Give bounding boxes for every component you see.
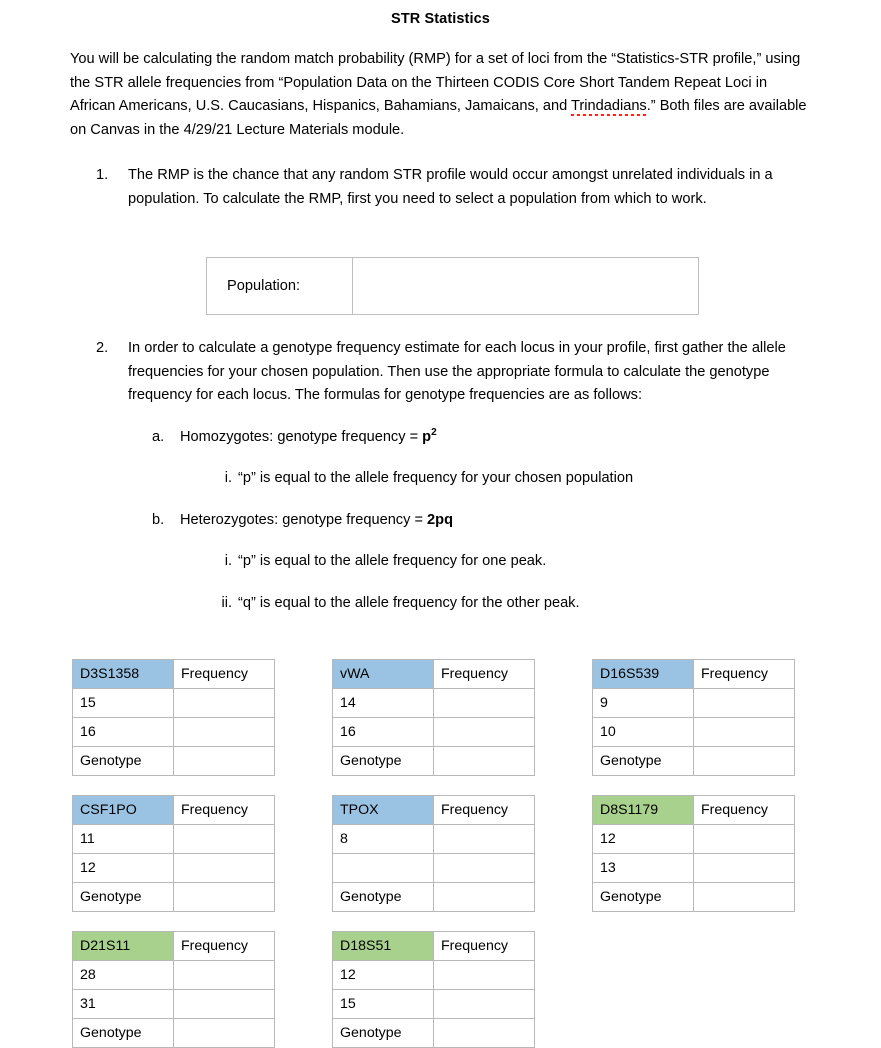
instruction-item-1 xyxy=(0,164,881,211)
table-row xyxy=(333,854,535,883)
genotype-label: Genotype xyxy=(593,747,694,776)
intro-text-before: You will be calculating the random match probability (RMP) for a set of loci from the “Statistics-STR profile,” using the STR allele frequencies from “Population Data on the Thirteen CODIS Core Short Tandem Repeat Loci in African Americans, U.S. Caucasians, Hispanics, Bahamians, Jamaicans, and xyxy=(70,51,801,114)
table-row xyxy=(593,747,795,776)
allele-value: 8 xyxy=(333,825,434,854)
locus-table-d21s11 xyxy=(72,931,275,1048)
frequency-input-cell[interactable] xyxy=(174,825,275,854)
frequency-input-cell[interactable] xyxy=(694,825,795,854)
allele-value: 15 xyxy=(333,990,434,1019)
table-row xyxy=(593,854,795,883)
list-marker: a. xyxy=(152,428,165,445)
frequency-input-cell[interactable] xyxy=(434,718,535,747)
instruction-item-2 xyxy=(0,337,881,408)
allele-value: 16 xyxy=(73,718,174,747)
instruction-text: The RMP is the chance that any random STR profile would occur amongst unrelated individuals in a population. To calculate the RMP, first you need to select a population from which to work. xyxy=(128,167,773,207)
page-title: STR Statistics xyxy=(391,11,490,27)
list-marker: b. xyxy=(152,511,165,528)
homozygote-text: Homozygotes: genotype frequency = xyxy=(180,428,423,445)
frequency-input-cell[interactable] xyxy=(174,961,275,990)
frequency-input-cell[interactable] xyxy=(434,825,535,854)
heterozygote-sub-text: “q” is equal to the allele frequency for the other peak. xyxy=(238,594,580,611)
locus-table-vwa xyxy=(332,659,535,776)
locus-table-d3s1358 xyxy=(72,659,275,776)
genotype-input-cell[interactable] xyxy=(434,883,535,912)
population-table xyxy=(206,257,699,315)
frequency-header: Frequency xyxy=(174,660,275,689)
table-row xyxy=(333,747,535,776)
genotype-label: Genotype xyxy=(73,747,174,776)
locus-name-header: D8S1179 xyxy=(593,796,694,825)
population-input-cell[interactable] xyxy=(353,258,699,315)
homozygote-formula xyxy=(422,426,437,445)
loci-row xyxy=(72,795,881,912)
allele-value: 31 xyxy=(73,990,174,1019)
table-row xyxy=(73,961,275,990)
table-row xyxy=(73,660,275,689)
table-row xyxy=(333,796,535,825)
allele-value: 12 xyxy=(333,961,434,990)
homozygote-sub-text: “p” is equal to the allele frequency for your chosen population xyxy=(238,470,634,486)
genotype-input-cell[interactable] xyxy=(694,883,795,912)
list-marker: i. xyxy=(224,470,232,486)
instruction-text: In order to calculate a genotype frequency estimate for each locus in your profile, first gather the allele frequencies for your chosen population. Then use the appropriate formula to calculate the genotype frequency for each locus. The formulas for genotype frequencies are as follows: xyxy=(128,340,786,403)
formula-item-homozygotes xyxy=(0,426,881,450)
heterozygote-formula: 2pq xyxy=(427,511,453,528)
genotype-label: Genotype xyxy=(73,883,174,912)
table-row xyxy=(333,718,535,747)
locus-name-header: CSF1PO xyxy=(73,796,174,825)
genotype-input-cell[interactable] xyxy=(174,1019,275,1048)
population-label: Population: xyxy=(207,258,353,315)
table-row xyxy=(593,825,795,854)
table-row xyxy=(593,796,795,825)
genotype-label: Genotype xyxy=(73,1019,174,1048)
genotype-input-cell[interactable] xyxy=(694,747,795,776)
frequency-header: Frequency xyxy=(694,660,795,689)
allele-value: 9 xyxy=(593,689,694,718)
table-row xyxy=(333,961,535,990)
frequency-header: Frequency xyxy=(434,932,535,961)
instruction-list-2 xyxy=(0,337,881,408)
heterozygote-text: Heterozygotes: genotype frequency = xyxy=(180,511,428,528)
table-row xyxy=(73,825,275,854)
frequency-input-cell[interactable] xyxy=(174,854,275,883)
heterozygote-sub-item-i xyxy=(0,550,881,574)
loci-tables-grid xyxy=(0,615,881,1048)
list-marker: 2. xyxy=(96,340,109,356)
formula-item-heterozygotes xyxy=(0,509,881,533)
locus-name-header: D3S1358 xyxy=(73,660,174,689)
table-row xyxy=(333,689,535,718)
table-row xyxy=(73,796,275,825)
homozygote-sub-item-i xyxy=(0,467,881,491)
frequency-input-cell[interactable] xyxy=(694,854,795,883)
table-row xyxy=(333,825,535,854)
table-row xyxy=(333,990,535,1019)
table-row xyxy=(73,747,275,776)
table-row xyxy=(73,854,275,883)
table-row xyxy=(73,990,275,1019)
table-row xyxy=(73,718,275,747)
frequency-input-cell[interactable] xyxy=(174,718,275,747)
table-row xyxy=(207,258,699,315)
table-row xyxy=(593,660,795,689)
allele-value: 15 xyxy=(73,689,174,718)
locus-name-header: D18S51 xyxy=(333,932,434,961)
heterozygote-sub-item-ii xyxy=(0,592,881,616)
allele-value: 12 xyxy=(593,825,694,854)
locus-table-tpox xyxy=(332,795,535,912)
formula-exponent: 2 xyxy=(431,426,437,438)
table-row xyxy=(333,660,535,689)
frequency-input-cell[interactable] xyxy=(694,689,795,718)
allele-value: 11 xyxy=(73,825,174,854)
table-row xyxy=(593,689,795,718)
frequency-header: Frequency xyxy=(174,796,275,825)
frequency-input-cell[interactable] xyxy=(434,689,535,718)
frequency-header: Frequency xyxy=(174,932,275,961)
frequency-input-cell[interactable] xyxy=(174,990,275,1019)
table-row xyxy=(73,883,275,912)
locus-table-d8s1179 xyxy=(592,795,795,912)
table-row xyxy=(73,1019,275,1048)
frequency-input-cell[interactable] xyxy=(434,990,535,1019)
table-row xyxy=(73,689,275,718)
locus-table-d18s51 xyxy=(332,931,535,1048)
population-table-wrapper xyxy=(0,211,881,315)
frequency-input-cell[interactable] xyxy=(174,689,275,718)
locus-table-d16s539 xyxy=(592,659,795,776)
genotype-label: Genotype xyxy=(333,747,434,776)
loci-row xyxy=(72,931,881,1048)
locus-name-header: D16S539 xyxy=(593,660,694,689)
list-marker: ii. xyxy=(221,594,232,611)
frequency-input-cell[interactable] xyxy=(434,961,535,990)
genotype-input-cell[interactable] xyxy=(174,883,275,912)
allele-value: 14 xyxy=(333,689,434,718)
table-row xyxy=(593,718,795,747)
genotype-label: Genotype xyxy=(333,883,434,912)
table-row xyxy=(333,932,535,961)
genotype-input-cell[interactable] xyxy=(434,747,535,776)
frequency-header: Frequency xyxy=(434,796,535,825)
allele-value: 28 xyxy=(73,961,174,990)
table-row xyxy=(593,883,795,912)
allele-value: 13 xyxy=(593,854,694,883)
allele-value xyxy=(333,854,434,883)
formula-base: p xyxy=(422,428,432,445)
instruction-list xyxy=(0,164,881,211)
allele-value: 12 xyxy=(73,854,174,883)
genotype-input-cell[interactable] xyxy=(434,1019,535,1048)
misspelled-word: Trindadians xyxy=(571,98,647,114)
loci-row xyxy=(72,659,881,776)
genotype-label: Genotype xyxy=(333,1019,434,1048)
genotype-label: Genotype xyxy=(593,883,694,912)
locus-table-csf1po xyxy=(72,795,275,912)
table-row xyxy=(333,1019,535,1048)
table-row xyxy=(73,932,275,961)
frequency-header: Frequency xyxy=(694,796,795,825)
locus-name-header: TPOX xyxy=(333,796,434,825)
list-marker: i. xyxy=(224,553,232,569)
list-marker: 1. xyxy=(96,167,109,183)
frequency-header: Frequency xyxy=(434,660,535,689)
intro-paragraph xyxy=(0,28,881,142)
locus-name-header: D21S11 xyxy=(73,932,174,961)
allele-value: 16 xyxy=(333,718,434,747)
locus-name-header: vWA xyxy=(333,660,434,689)
heterozygote-sub-text: “p” is equal to the allele frequency for one peak. xyxy=(238,553,547,569)
genotype-input-cell[interactable] xyxy=(174,747,275,776)
frequency-input-cell[interactable] xyxy=(434,854,535,883)
intro-text-after: .” Both files are available on Canvas in the 4/29/21 Lecture Materials module. xyxy=(70,98,807,138)
frequency-input-cell[interactable] xyxy=(694,718,795,747)
table-row xyxy=(333,883,535,912)
allele-value: 10 xyxy=(593,718,694,747)
